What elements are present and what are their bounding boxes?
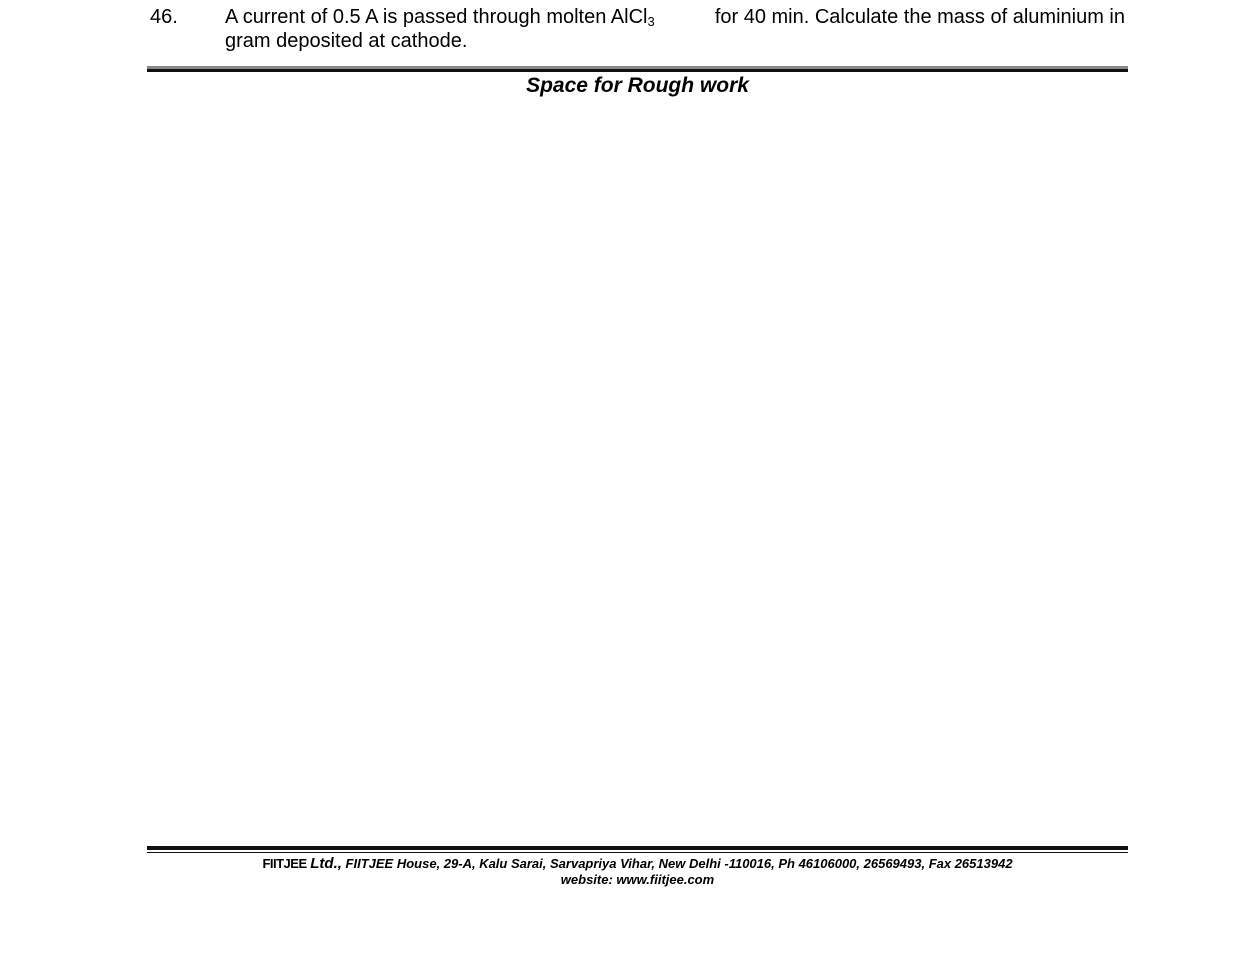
footer-address: FIITJEE House, 29-A, Kalu Sarai, Sarvapriya Vihar, New Delhi -110016, Ph 46106000, 26569493, Fax 26513942	[345, 856, 1013, 871]
question-line-2: gram deposited at cathode.	[225, 30, 468, 52]
footer-address-line	[147, 856, 1128, 872]
question-line-1	[225, 5, 1125, 29]
footer-ltd: Ltd.,	[310, 855, 342, 872]
question-text	[225, 5, 1125, 53]
header-divider-black	[147, 69, 1128, 72]
rough-work-heading: Space for Rough work	[526, 74, 749, 97]
footer-website: website: www.fiitjee.com	[560, 872, 715, 887]
rough-work-area	[147, 104, 1128, 842]
question-text-post: for 40 min. Calculate the mass of aluminium in	[714, 6, 1125, 28]
formula-subscript: 3	[647, 14, 655, 29]
footer-divider-thick	[147, 846, 1128, 850]
footer-divider-thin	[147, 852, 1128, 853]
question-text-pre: A current of 0.5 A is passed through molten AlCl	[225, 6, 648, 28]
footer-brand: FIITJEE	[262, 856, 307, 871]
question-number: 46.	[150, 6, 178, 28]
question-line-1-start	[225, 5, 655, 29]
footer	[147, 856, 1128, 888]
